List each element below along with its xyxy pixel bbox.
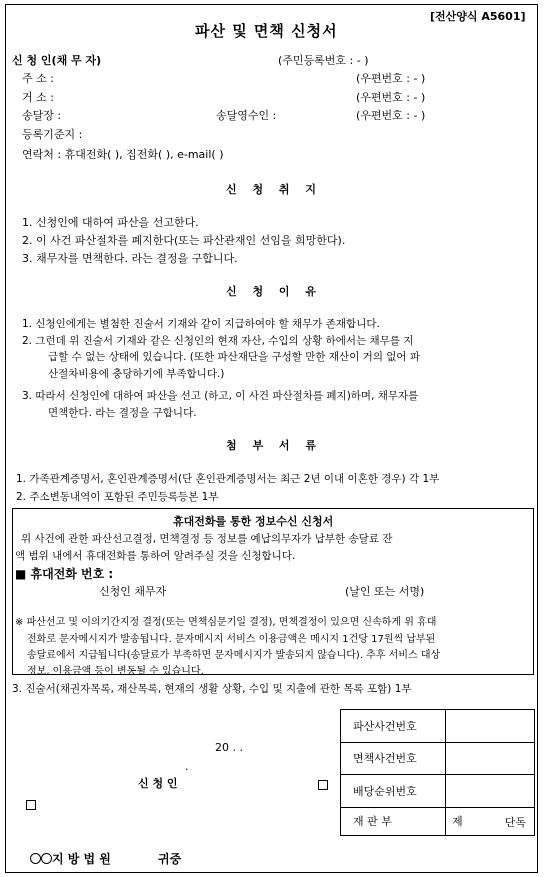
case-row-value[interactable] xyxy=(446,742,535,775)
case-row-value[interactable] xyxy=(446,710,535,743)
reasons-heading: 신 청 이 유 xyxy=(226,285,322,298)
court-line xyxy=(30,850,111,867)
reason-item: 2. 그런데 위 진술서 기재와 같은 신청인의 현재 자산, 수입의 상황 하에서는 채무를 지 xyxy=(22,335,414,347)
purpose-item: 1. 신청인에 대하여 파산을 선고한다. xyxy=(22,216,199,229)
panel-je: 제 xyxy=(452,815,463,829)
reason-item-cont: 급할 수 없는 상태에 있습니다. (또한 파산재단을 구성할 만한 재산이 거의 없어 파 xyxy=(48,351,421,363)
panel-value xyxy=(446,807,535,835)
court-addressee: 귀중 xyxy=(158,852,182,866)
residence-label: 거 소 : xyxy=(22,91,54,104)
case-row-label: 면책사건번호 xyxy=(341,742,446,775)
panel-label: 재 판 부 xyxy=(341,807,446,835)
attachment-item: 3. 진술서(채권자목록, 재산목록, 현재의 생활 상황, 수입 및 지출에 관한 목록 포함) 1부 xyxy=(12,683,412,695)
mobile-phone-label: ■ 휴대전화 번호 : xyxy=(15,567,114,581)
reason-item: 1. 신청인에게는 별첨한 진술서 기재와 같이 지급하여야 할 채무가 존재합니다. xyxy=(22,318,380,330)
circle-mark xyxy=(30,853,41,864)
purpose-heading: 신 청 취 지 xyxy=(226,183,322,196)
applicant-label: 신 청 인(채 무 자) xyxy=(12,54,102,67)
mobile-note: 송달료에서 지급됩니다(송달료가 부족하면 문자메시지가 발송되지 않습니다). 추후 서비스 대상 xyxy=(27,650,441,661)
attachments-heading: 첨 부 서 류 xyxy=(226,439,322,452)
form-code: [전산양식 A5601] xyxy=(430,10,526,23)
delivery-postal: (우편번호 : - ) xyxy=(356,109,426,122)
mobile-note: ※ 파산선고 및 이의기간지정 결정(또는 면책심문기일 결정), 면책결정이 있으면 신속하게 위 휴대 xyxy=(15,617,437,628)
page-title: 파산 및 면책 신청서 xyxy=(195,22,338,40)
purpose-item: 2. 이 사건 파산절차를 폐지한다(또는 파산관재인 선임을 희망한다). xyxy=(22,234,346,247)
address-postal: (우편번호 : - ) xyxy=(356,72,426,85)
table-row xyxy=(341,742,535,775)
delivery-recipient-label: 송달영수인 : xyxy=(216,109,277,122)
mobile-notice-title: 휴대전화를 통한 정보수신 신청서 xyxy=(173,515,334,528)
attachment-item: 1. 가족관계증명서, 혼인관계증명서(단 혼인관계증명서는 최근 2년 이내 이혼한 경우) 각 1부 xyxy=(16,473,440,485)
case-row-value[interactable] xyxy=(446,775,535,808)
seal-box xyxy=(318,775,328,794)
mobile-seal: (날인 또는 서명) xyxy=(345,585,425,598)
checkbox-mark xyxy=(26,795,36,814)
mobile-notice-body: 액 범위 내에서 휴대전화를 통하여 알려주실 것을 신청합니다. xyxy=(15,550,296,562)
residence-postal: (우편번호 : - ) xyxy=(356,91,426,104)
date-dot: . xyxy=(185,760,189,773)
rrn-field: (주민등록번호 : - ) xyxy=(278,54,369,67)
case-number-table xyxy=(340,709,535,836)
mobile-notice-body: 위 사건에 관한 파산선고결정, 면책결정 등 정보를 예납의무자가 납부한 송달료 잔 xyxy=(21,533,393,545)
date-line: 20 . . xyxy=(215,741,243,754)
table-row xyxy=(341,710,535,743)
registered-domicile-label: 등록기준지 : xyxy=(22,128,83,141)
delivery-label: 송달장 : xyxy=(22,109,62,122)
case-row-label: 파산사건번호 xyxy=(341,710,446,743)
purpose-item: 3. 채무자를 면책한다. 라는 결정을 구합니다. xyxy=(22,252,238,265)
reason-item: 3. 따라서 신청인에 대하여 파산을 선고 (하고, 이 사건 파산절차를 폐지)하며, 채무자를 xyxy=(22,390,419,402)
panel-dan: 단독 xyxy=(504,815,526,829)
court-name: 지 방 법 원 xyxy=(52,852,111,866)
contact-line: 연락처 : 휴대전화( ), 집전화( ), e-mail( ) xyxy=(22,148,224,161)
mobile-notice-box xyxy=(12,508,534,675)
attachment-item: 2. 주소변동내역이 포함된 주민등록등본 1부 xyxy=(16,491,219,503)
address-label: 주 소 : xyxy=(22,72,54,85)
reason-item-cont: 면책한다. 라는 결정을 구합니다. xyxy=(48,407,197,419)
table-row xyxy=(341,807,535,835)
mobile-signer: 신청인 채무자 xyxy=(99,585,167,598)
mobile-note: 정보, 이용금액 등이 변동될 수 있습니다. xyxy=(27,666,204,677)
mobile-note: 전화로 문자메시지가 발송됩니다. 문자메시지 서비스 이용금액은 메시지 1건당 17원씩 납부된 xyxy=(27,634,436,645)
case-row-label: 배당순위번호 xyxy=(341,775,446,808)
reason-item-cont: 산절차비용에 충당하기에 부족합니다.) xyxy=(48,368,225,380)
signature-label: 신 청 인 xyxy=(138,777,178,790)
circle-mark xyxy=(41,853,52,864)
table-row xyxy=(341,775,535,808)
